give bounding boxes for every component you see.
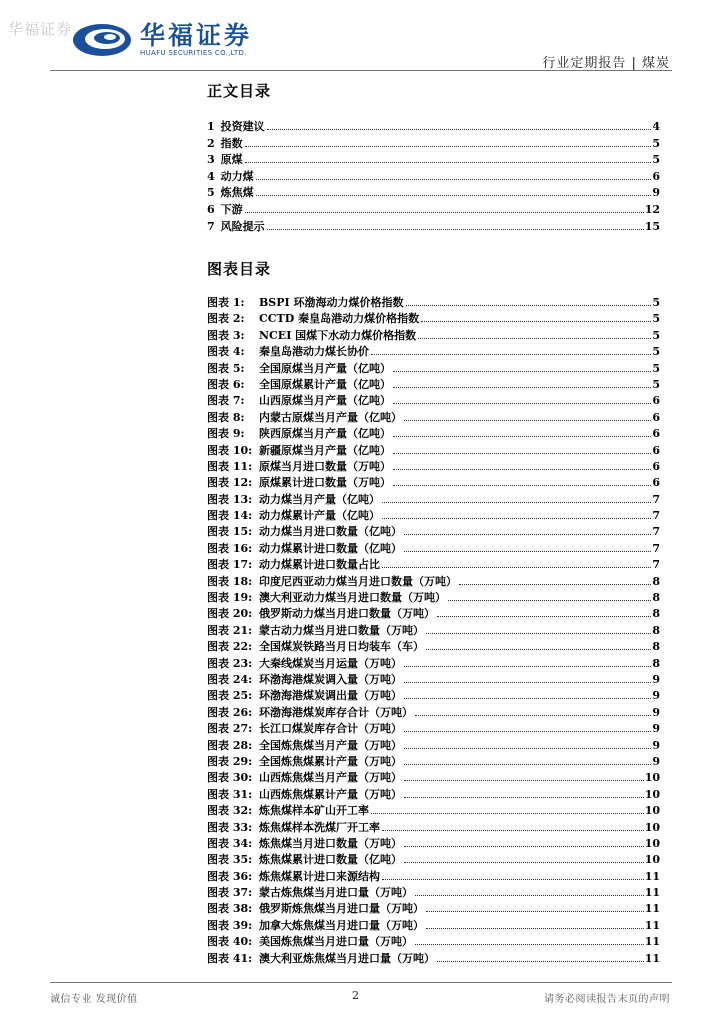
toc-entry[interactable] [207, 184, 660, 201]
figure-entry-title: 动力煤累计进口数量占比 [259, 558, 380, 572]
figure-entry-label: 图表 8: [207, 410, 245, 424]
figure-entry-page: 11 [644, 886, 660, 900]
figure-entry-title: 美国炼焦煤当月进口量（万吨） [259, 935, 413, 949]
figure-entry-page: 8 [652, 607, 660, 621]
dot-leader [393, 453, 651, 454]
figure-entry[interactable] [207, 950, 660, 966]
dot-leader [393, 371, 651, 372]
dot-leader [382, 830, 644, 831]
dot-leader [382, 879, 644, 880]
dot-leader [426, 911, 644, 912]
figure-entry-page: 8 [652, 656, 660, 670]
toc-entry[interactable] [207, 135, 660, 152]
figure-entry[interactable] [207, 638, 660, 654]
company-logo [72, 22, 252, 58]
figure-entry-label: 图表 33: [207, 820, 253, 834]
figure-entry-page: 5 [652, 328, 660, 342]
figure-entry[interactable] [207, 917, 660, 933]
figure-entry[interactable] [207, 769, 660, 785]
toc-entry-title: 原煤 [220, 153, 243, 167]
toc-entry[interactable] [207, 218, 660, 235]
dot-leader [404, 764, 651, 765]
toc-entry-title: 指数 [220, 136, 243, 150]
toc-entry-page: 5 [652, 136, 660, 150]
figure-entry-label: 图表 37: [207, 886, 253, 900]
figure-entry-page: 9 [652, 722, 660, 736]
figure-entry-page: 7 [652, 541, 660, 555]
toc-list [207, 118, 660, 234]
toc-entry-page: 12 [644, 202, 660, 216]
logo-swirl-icon [72, 22, 134, 58]
figure-entry-label: 图表 39: [207, 918, 253, 932]
figure-entry-page: 6 [652, 394, 660, 408]
toc-entry[interactable] [207, 201, 660, 218]
figure-entry-title: 山西炼焦煤当月产量（万吨） [259, 771, 402, 785]
figure-entry-title: 山西炼焦煤累计产量（万吨） [259, 787, 402, 801]
figure-entry-title: 澳大利亚炼焦煤当月进口量（万吨） [259, 951, 435, 965]
figure-entry[interactable] [207, 884, 660, 900]
figure-entry[interactable] [207, 376, 660, 392]
dot-leader [404, 797, 644, 798]
figure-entry-page: 7 [652, 509, 660, 523]
figure-entry-title: BSPI 环渤海动力煤价格指数 [259, 296, 404, 309]
figure-entry-label: 图表 2: [207, 312, 245, 326]
figure-entry-title: 环渤海港煤炭库存合计（万吨） [259, 705, 413, 719]
figure-entry-label: 图表 27: [207, 722, 253, 736]
figure-entry-title: 环渤海港煤炭调出量（万吨） [259, 689, 402, 703]
figure-entry-title: 新疆原煤当月产量（亿吨） [259, 443, 391, 457]
figure-entry[interactable] [207, 655, 660, 671]
toc-entry[interactable] [207, 168, 660, 185]
figure-entry[interactable] [207, 704, 660, 720]
figure-entry-title: 原煤累计进口数量（万吨） [259, 476, 391, 490]
dot-leader [404, 846, 644, 847]
toc-entry-page: 6 [652, 169, 660, 183]
figure-entry-label: 图表 12: [207, 476, 253, 490]
figure-entry-label: 图表 22: [207, 640, 253, 654]
toc-entry-title: 投资建议 [220, 120, 265, 133]
dot-leader [393, 469, 651, 470]
figure-entry-label: 图表 14: [207, 509, 253, 523]
figure-entry-label: 图表 5: [207, 361, 245, 375]
toc-entry-number: 3 [207, 153, 215, 167]
figure-entry-page: 6 [652, 459, 660, 473]
figure-entry[interactable] [207, 409, 660, 425]
figure-entry-title: 陕西原煤当月产量（亿吨） [259, 427, 391, 441]
toc-entry-title: 下游 [220, 202, 243, 216]
figure-entry-title: 动力煤累计进口数量（亿吨） [259, 541, 402, 555]
dot-leader [406, 305, 652, 306]
figure-entry-title: 环渤海港煤炭调入量（万吨） [259, 672, 402, 686]
figure-entry-title: 秦皇岛港动力煤长协价 [259, 345, 369, 359]
dot-leader [421, 321, 651, 322]
watermark-text: 华福证券 [8, 20, 73, 38]
figure-entry-page: 11 [644, 918, 660, 932]
figure-entry-label: 图表 40: [207, 935, 253, 949]
figure-entry-label: 图表 7: [207, 394, 245, 408]
dot-leader [437, 961, 644, 962]
figure-entry[interactable] [207, 868, 660, 884]
toc-entry-number: 4 [207, 169, 215, 183]
dot-leader [393, 485, 651, 486]
dot-leader [371, 354, 651, 355]
dot-leader [382, 502, 651, 503]
dot-leader [404, 862, 644, 863]
dot-leader [245, 146, 652, 147]
figure-entry-label: 图表 1: [207, 296, 245, 309]
figure-entry-title: 动力煤当月进口数量（亿吨） [259, 525, 402, 539]
figure-entry[interactable] [207, 753, 660, 769]
figure-entry-label: 图表 41: [207, 951, 253, 965]
figure-entry[interactable] [207, 425, 660, 441]
figure-entry[interactable] [207, 392, 660, 408]
figure-entry-page: 5 [652, 377, 660, 391]
figure-entry-title: 原煤当月进口数量（万吨） [259, 459, 391, 473]
figure-entry-label: 图表 10: [207, 443, 253, 457]
dot-leader [404, 682, 651, 683]
figure-entry-label: 图表 26: [207, 705, 253, 719]
figure-entry-page: 9 [652, 738, 660, 752]
figure-entry-page: 6 [652, 427, 660, 441]
figure-entry-label: 图表 29: [207, 754, 253, 768]
figure-entry[interactable] [207, 343, 660, 359]
figure-entry-page: 5 [652, 361, 660, 375]
figure-entry[interactable] [207, 573, 660, 589]
dot-leader [426, 928, 644, 929]
dot-leader [267, 229, 644, 230]
dot-leader [404, 551, 651, 552]
figure-entry-title: 动力煤当月产量（亿吨） [259, 492, 380, 506]
figure-entry[interactable] [207, 900, 660, 916]
figure-entry[interactable] [207, 442, 660, 458]
figure-entry-page: 11 [644, 951, 660, 965]
figure-entry-page: 10 [644, 820, 660, 834]
figure-entry-label: 图表 20: [207, 607, 253, 621]
toc-entry-page: 5 [652, 153, 660, 167]
figure-entry-page: 8 [652, 591, 660, 605]
figure-entry[interactable] [207, 491, 660, 507]
figure-entry-title: 炼焦煤样本洗煤厂开工率 [259, 820, 380, 834]
dot-leader [404, 420, 651, 421]
dot-leader [393, 387, 651, 388]
figure-entry-page: 8 [652, 574, 660, 588]
figure-entry[interactable] [207, 687, 660, 703]
figure-entry-page: 10 [644, 853, 660, 867]
figure-entry-page: 9 [652, 705, 660, 719]
footer-divider [50, 982, 672, 983]
figure-entry-title: 炼焦煤当月进口数量（万吨） [259, 836, 402, 850]
figure-entry-title: 全国煤炭铁路当月日均装车（车） [259, 640, 424, 654]
figure-entry-title: 全国原煤累计产量（亿吨） [259, 377, 391, 391]
figure-entry[interactable] [207, 605, 660, 621]
figure-entry-title: NCEI 国煤下水动力煤价格指数 [259, 328, 417, 342]
figure-entry[interactable] [207, 933, 660, 949]
figure-entry-page: 10 [644, 771, 660, 785]
figure-entry-page: 7 [652, 492, 660, 506]
dot-leader [267, 129, 652, 130]
figure-entry-title: 内蒙古原煤当月产量（亿吨） [259, 410, 402, 424]
figure-entry-page: 9 [652, 689, 660, 703]
figure-entry-page: 11 [644, 869, 660, 883]
figure-entry-label: 图表 3: [207, 328, 245, 342]
figure-entry-page: 10 [644, 787, 660, 801]
figure-entry-label: 图表 4: [207, 345, 245, 359]
figure-list-title: 图表目录 [207, 260, 272, 278]
figure-entry-title: 炼焦煤样本矿山开工率 [259, 804, 369, 818]
toc-entry-page: 15 [644, 219, 660, 233]
figure-entry[interactable] [207, 802, 660, 818]
figure-entry-label: 图表 28: [207, 738, 253, 752]
figure-entry-page: 7 [652, 558, 660, 572]
figure-entry-page: 10 [644, 836, 660, 850]
figure-entry[interactable] [207, 737, 660, 753]
figure-entry[interactable] [207, 327, 660, 343]
figure-entry-label: 图表 15: [207, 525, 253, 539]
dot-leader [404, 698, 651, 699]
dot-leader [415, 895, 644, 896]
figure-entry[interactable] [207, 835, 660, 851]
figure-entry-title: 全国原煤当月产量（亿吨） [259, 361, 391, 375]
dot-leader [437, 616, 651, 617]
figure-entry-title: 俄罗斯炼焦煤当月进口量（万吨） [259, 902, 424, 916]
figure-entry-page: 8 [652, 623, 660, 637]
dot-leader [404, 534, 651, 535]
figure-entry-title: 动力煤累计产量（亿吨） [259, 509, 380, 523]
figure-entry-title: 印度尼西亚动力煤当月进口数量（万吨） [259, 574, 457, 588]
dot-leader [256, 179, 652, 180]
toc-entry-page: 4 [652, 120, 660, 133]
figure-entry[interactable] [207, 589, 660, 605]
toc-entry-number: 7 [207, 219, 215, 233]
figure-entry-page: 10 [644, 804, 660, 818]
figure-entry[interactable] [207, 294, 660, 310]
dot-leader [418, 338, 651, 339]
figure-entry-label: 图表 13: [207, 492, 253, 506]
figure-entry-title: 炼焦煤累计进口数量（亿吨） [259, 853, 402, 867]
figure-entry-page: 9 [652, 672, 660, 686]
figure-entry-page: 5 [652, 312, 660, 326]
figure-entry-label: 图表 38: [207, 902, 253, 916]
figure-entry-title: 全国炼焦煤累计产量（万吨） [259, 754, 402, 768]
dot-leader [404, 731, 651, 732]
figure-entry[interactable] [207, 556, 660, 572]
dot-leader [415, 715, 651, 716]
figure-entry-label: 图表 18: [207, 574, 253, 588]
dot-leader [404, 748, 651, 749]
figure-entry[interactable] [207, 523, 660, 539]
dot-leader [448, 600, 651, 601]
figure-entry-page: 8 [652, 640, 660, 654]
figure-entry-label: 图表 19: [207, 591, 253, 605]
dot-leader [415, 944, 644, 945]
figure-entry-page: 7 [652, 525, 660, 539]
figure-entry[interactable] [207, 819, 660, 835]
toc-entry-number: 1 [207, 120, 215, 133]
dot-leader [404, 666, 651, 667]
figure-entry-label: 图表 11: [207, 459, 253, 473]
figure-entry-title: 山西原煤当月产量（亿吨） [259, 394, 391, 408]
figure-entry[interactable] [207, 671, 660, 687]
figure-entry-label: 图表 34: [207, 836, 253, 850]
figure-entry-label: 图表 31: [207, 787, 253, 801]
figure-entry-label: 图表 17: [207, 558, 253, 572]
dot-leader [426, 633, 651, 634]
toc-entry-title: 炼焦煤 [220, 186, 254, 200]
figure-entry[interactable] [207, 360, 660, 376]
figure-entry-label: 图表 36: [207, 869, 253, 883]
dot-leader [382, 567, 651, 568]
figure-entry-page: 9 [652, 754, 660, 768]
logo-name-en: HUAFU SECURITIES CO.,LTD. [140, 49, 247, 57]
figure-entry[interactable] [207, 507, 660, 523]
figure-entry-page: 11 [644, 902, 660, 916]
figure-entry-title: 长江口煤炭库存合计（万吨） [259, 722, 402, 736]
figure-entry-page: 5 [652, 345, 660, 359]
figure-entry[interactable] [207, 786, 660, 802]
figure-entry-label: 图表 6: [207, 377, 245, 391]
figure-entry-label: 图表 16: [207, 541, 253, 555]
figure-entry-label: 图表 9: [207, 427, 245, 441]
figure-entry-label: 图表 24: [207, 672, 253, 686]
figure-entry-title: 全国炼焦煤当月产量（万吨） [259, 738, 402, 752]
figure-entry-page: 6 [652, 476, 660, 490]
dot-leader [393, 436, 651, 437]
figure-entry-label: 图表 32: [207, 804, 253, 818]
figure-entry-title: 澳大利亚动力煤当月进口数量（万吨） [259, 591, 446, 605]
dot-leader [382, 518, 651, 519]
page-number: 2 [352, 989, 359, 1002]
figure-entry[interactable] [207, 540, 660, 556]
figure-entry[interactable] [207, 622, 660, 638]
figure-entry-page: 5 [652, 296, 660, 309]
figure-list [207, 294, 660, 966]
header-divider [50, 70, 672, 71]
toc-entry[interactable] [207, 118, 660, 135]
figure-entry-label: 图表 21: [207, 623, 253, 637]
dot-leader [245, 162, 652, 163]
figure-entry-title: 炼焦煤累计进口来源结构 [259, 869, 380, 883]
figure-entry-title: CCTD 秦皇岛港动力煤价格指数 [259, 312, 420, 326]
figure-entry[interactable] [207, 720, 660, 736]
toc-entry-number: 2 [207, 136, 215, 150]
footer-disclaimer: 请务必阅读报告末页的声明 [544, 994, 670, 1005]
figure-entry-title: 俄罗斯动力煤当月进口数量（万吨） [259, 607, 435, 621]
dot-leader [426, 649, 651, 650]
toc-entry-number: 5 [207, 186, 215, 200]
logo-name-cn: 华福证券 [140, 21, 253, 50]
dot-leader [404, 780, 644, 781]
figure-entry-label: 图表 25: [207, 689, 253, 703]
figure-entry-label: 图表 23: [207, 656, 253, 670]
dot-leader [256, 195, 652, 196]
footer-slogan: 诚信专业 发现价值 [50, 994, 138, 1005]
toc-entry[interactable] [207, 151, 660, 168]
figure-entry-title: 加拿大炼焦煤当月进口量（万吨） [259, 918, 424, 932]
toc-entry-page: 9 [652, 186, 660, 200]
toc-entry-number: 6 [207, 202, 215, 216]
dot-leader [459, 584, 651, 585]
figure-entry-page: 6 [652, 443, 660, 457]
figure-entry[interactable] [207, 851, 660, 867]
figure-entry-title: 蒙古动力煤当月进口数量（万吨） [259, 623, 424, 637]
dot-leader [393, 403, 651, 404]
figure-entry-label: 图表 30: [207, 771, 253, 785]
toc-entry-title: 动力煤 [220, 169, 254, 183]
dot-leader [245, 212, 644, 213]
toc-entry-title: 风险提示 [220, 219, 265, 233]
figure-entry-page: 6 [652, 410, 660, 424]
figure-entry-title: 蒙古炼焦煤当月进口量（万吨） [259, 886, 413, 900]
figure-entry-title: 大秦线煤炭当月运量（万吨） [259, 656, 402, 670]
dot-leader [371, 813, 644, 814]
report-category: 行业定期报告 | 煤炭 [542, 56, 670, 71]
figure-entry[interactable] [207, 474, 660, 490]
figure-entry-label: 图表 35: [207, 853, 253, 867]
figure-entry[interactable] [207, 310, 660, 326]
figure-entry[interactable] [207, 458, 660, 474]
toc-title: 正文目录 [207, 82, 272, 100]
figure-entry-page: 11 [644, 935, 660, 949]
